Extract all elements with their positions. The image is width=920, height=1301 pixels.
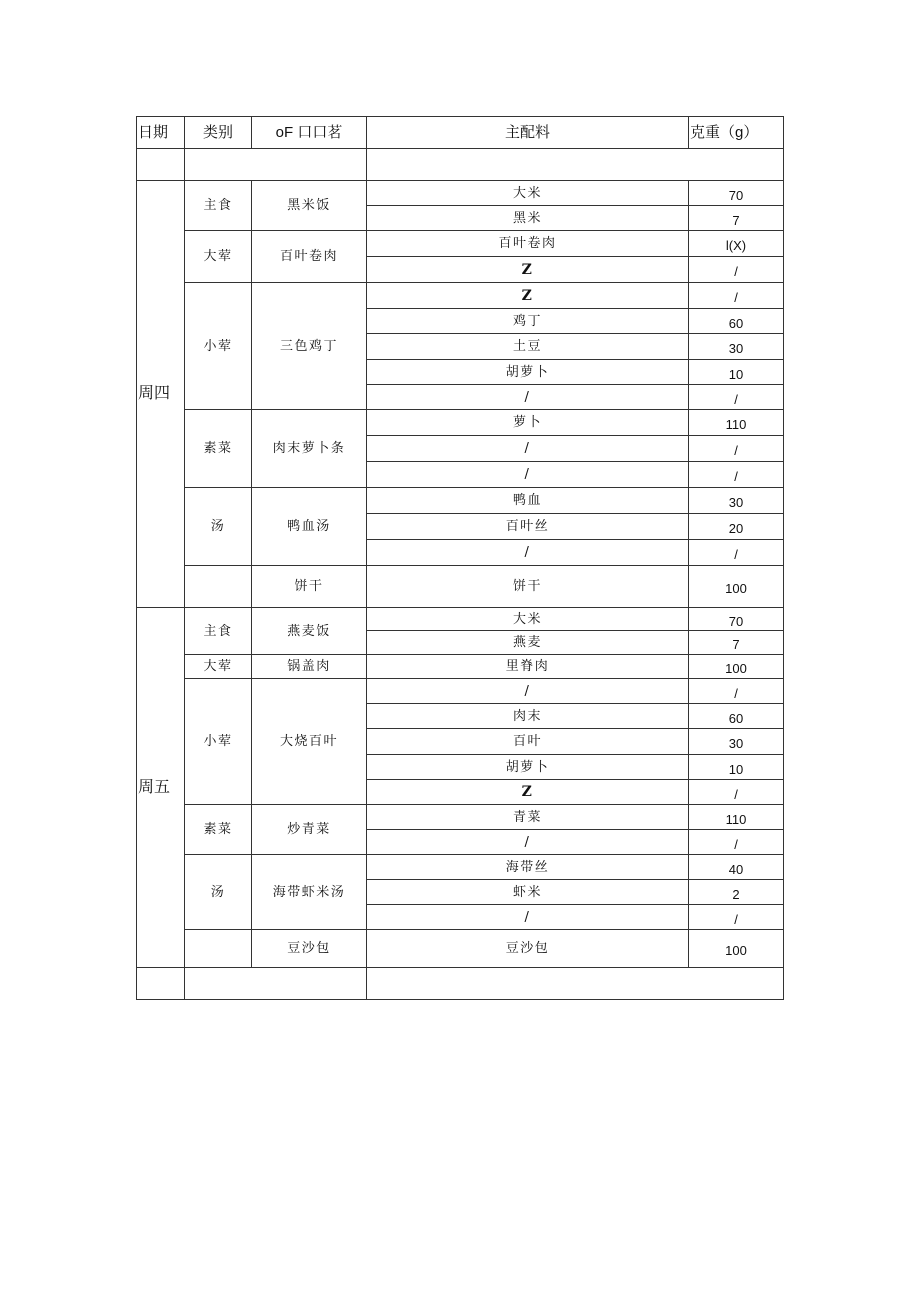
category-cell: 素菜 bbox=[185, 410, 252, 488]
ingredient-cell: / bbox=[367, 679, 689, 704]
weight-cell: 7 bbox=[689, 206, 784, 231]
day-label: 周四 bbox=[137, 181, 185, 608]
category-cell: 素菜 bbox=[185, 805, 252, 855]
ingredient-cell: 百叶丝 bbox=[367, 514, 689, 540]
ingredient-cell: 里脊肉 bbox=[367, 655, 689, 679]
table-row bbox=[137, 488, 784, 514]
weight-cell: 100 bbox=[689, 566, 784, 608]
weight-cell: 10 bbox=[689, 360, 784, 385]
ingredient-cell: 黑米 bbox=[367, 206, 689, 231]
dish-name-cell: 豆沙包 bbox=[252, 930, 367, 968]
weight-cell: 70 bbox=[689, 181, 784, 206]
ingredient-cell: Z bbox=[367, 283, 689, 309]
dish-name-cell: 大烧百叶 bbox=[252, 679, 367, 805]
ingredient-cell: / bbox=[367, 540, 689, 566]
weight-cell: / bbox=[689, 385, 784, 410]
table-row bbox=[137, 855, 784, 880]
table-row bbox=[137, 930, 784, 968]
weight-cell: 70 bbox=[689, 608, 784, 631]
weight-cell: / bbox=[689, 540, 784, 566]
dish-name-cell: 炒青菜 bbox=[252, 805, 367, 855]
ingredient-cell: 大米 bbox=[367, 181, 689, 206]
ingredient-cell: 大米 bbox=[367, 608, 689, 631]
weight-cell: / bbox=[689, 780, 784, 805]
weight-cell: 100 bbox=[689, 655, 784, 679]
dish-name-cell: 肉末萝卜条 bbox=[252, 410, 367, 488]
blank-cell bbox=[367, 968, 784, 1000]
dish-name-cell: 黑米饭 bbox=[252, 181, 367, 231]
ingredient-cell: 胡萝卜 bbox=[367, 360, 689, 385]
ingredient-cell: / bbox=[367, 830, 689, 855]
weight-cell: 30 bbox=[689, 488, 784, 514]
blank-cell bbox=[185, 968, 367, 1000]
dish-name-cell: 百叶卷肉 bbox=[252, 231, 367, 283]
weight-cell: / bbox=[689, 436, 784, 462]
ingredient-cell: / bbox=[367, 385, 689, 410]
weight-cell: 110 bbox=[689, 410, 784, 436]
ingredient-cell: 燕麦 bbox=[367, 631, 689, 655]
dish-name-cell: 锅盖肉 bbox=[252, 655, 367, 679]
weight-cell: 10 bbox=[689, 755, 784, 780]
table-row bbox=[137, 655, 784, 679]
weight-cell: 20 bbox=[689, 514, 784, 540]
category-cell bbox=[185, 930, 252, 968]
weight-cell: 60 bbox=[689, 309, 784, 334]
blank-cell bbox=[185, 149, 367, 181]
header-row bbox=[137, 117, 784, 149]
ingredient-cell: / bbox=[367, 905, 689, 930]
ingredient-cell: 鸡丁 bbox=[367, 309, 689, 334]
ingredient-cell: 百叶 bbox=[367, 729, 689, 755]
category-cell: 主食 bbox=[185, 608, 252, 655]
weight-cell: l(X) bbox=[689, 231, 784, 257]
blank-cell bbox=[137, 968, 185, 1000]
ingredient-cell: / bbox=[367, 436, 689, 462]
ingredient-cell: 豆沙包 bbox=[367, 930, 689, 968]
weight-cell: 110 bbox=[689, 805, 784, 830]
menu-table-body bbox=[137, 117, 784, 1000]
ingredient-cell: 胡萝卜 bbox=[367, 755, 689, 780]
category-cell: 大荤 bbox=[185, 655, 252, 679]
dish-name-cell: 饼干 bbox=[252, 566, 367, 608]
category-cell: 小荤 bbox=[185, 679, 252, 805]
weight-cell: / bbox=[689, 283, 784, 309]
category-cell: 小荤 bbox=[185, 283, 252, 410]
weight-cell: / bbox=[689, 905, 784, 930]
ingredient-cell: Z bbox=[367, 257, 689, 283]
weight-cell: / bbox=[689, 830, 784, 855]
table-row bbox=[137, 608, 784, 631]
ingredient-cell: 肉末 bbox=[367, 704, 689, 729]
weight-cell: 30 bbox=[689, 334, 784, 360]
category-cell: 汤 bbox=[185, 488, 252, 566]
blank-cell bbox=[137, 149, 185, 181]
category-cell bbox=[185, 566, 252, 608]
table-row bbox=[137, 181, 784, 206]
day-label: 周五 bbox=[137, 608, 185, 968]
dish-name-cell: 三色鸡丁 bbox=[252, 283, 367, 410]
weight-cell: / bbox=[689, 462, 784, 488]
header-date: 日期 bbox=[137, 117, 185, 149]
weight-cell: 60 bbox=[689, 704, 784, 729]
ingredient-cell: 土豆 bbox=[367, 334, 689, 360]
ingredient-cell: 萝卜 bbox=[367, 410, 689, 436]
ingredient-cell: Z bbox=[367, 780, 689, 805]
header-ingredient: 主配料 bbox=[367, 117, 689, 149]
ingredient-cell: / bbox=[367, 462, 689, 488]
dish-name-cell: 鸭血汤 bbox=[252, 488, 367, 566]
table-row bbox=[137, 679, 784, 704]
blank-row bbox=[137, 968, 784, 1000]
weight-cell: / bbox=[689, 257, 784, 283]
ingredient-cell: 虾米 bbox=[367, 880, 689, 905]
header-dish: oF 口口茗 bbox=[252, 117, 367, 149]
category-cell: 大荤 bbox=[185, 231, 252, 283]
weight-cell: 40 bbox=[689, 855, 784, 880]
ingredient-cell: 百叶卷肉 bbox=[367, 231, 689, 257]
table-row bbox=[137, 410, 784, 436]
ingredient-cell: 青菜 bbox=[367, 805, 689, 830]
weight-cell: 7 bbox=[689, 631, 784, 655]
weight-cell: 30 bbox=[689, 729, 784, 755]
weight-cell: 100 bbox=[689, 930, 784, 968]
ingredient-cell: 鸭血 bbox=[367, 488, 689, 514]
category-cell: 主食 bbox=[185, 181, 252, 231]
header-category: 类别 bbox=[185, 117, 252, 149]
dish-name-cell: 海带虾米汤 bbox=[252, 855, 367, 930]
blank-row bbox=[137, 149, 784, 181]
dish-name-cell: 燕麦饭 bbox=[252, 608, 367, 655]
blank-cell bbox=[367, 149, 784, 181]
header-weight: 克重（g） bbox=[689, 117, 784, 149]
table-row bbox=[137, 231, 784, 257]
table-row bbox=[137, 283, 784, 309]
ingredient-cell: 饼干 bbox=[367, 566, 689, 608]
ingredient-cell: 海带丝 bbox=[367, 855, 689, 880]
weight-cell: 2 bbox=[689, 880, 784, 905]
weight-cell: / bbox=[689, 679, 784, 704]
menu-table bbox=[136, 116, 784, 1000]
category-cell: 汤 bbox=[185, 855, 252, 930]
table-row bbox=[137, 805, 784, 830]
table-row bbox=[137, 566, 784, 608]
